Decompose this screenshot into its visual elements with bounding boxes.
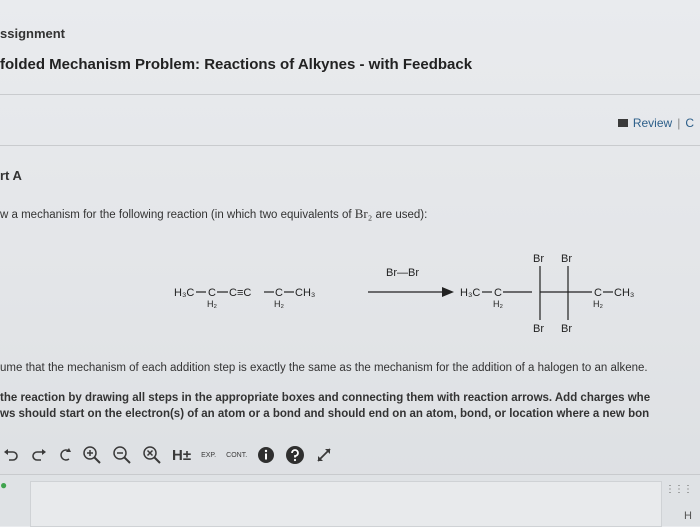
product-left-group: H₃C (460, 287, 481, 299)
drawing-canvas-inner[interactable] (30, 481, 662, 527)
product-structure (460, 253, 634, 335)
reactant-c2-sub: H₂ (274, 299, 284, 309)
assumption-text: ume that the mechanism of each addition step is exactly the same as the mechanism for the addition of a halogen to an alkene. (0, 362, 648, 374)
reactant-triple-bond: C≡C (229, 287, 252, 299)
reactant-c1: C (208, 287, 216, 299)
contract-icon[interactable] (226, 443, 247, 467)
instruction-line-2: ws should start on the electron(s) of an atom or a bond and should end on an atom, bond, or location where a new bon (0, 408, 650, 420)
reactant-structure (174, 287, 315, 309)
part-label[interactable]: rt A (0, 168, 22, 183)
canvas-side-label[interactable]: H (684, 510, 692, 522)
prompt-text: w a mechanism for the following reaction (in which two equivalents of (0, 209, 355, 221)
product-right-group: CH₃ (614, 287, 635, 299)
prompt-text-end: are used): (372, 209, 428, 221)
product-br-bottom-1: Br (533, 323, 544, 335)
info-icon[interactable] (257, 443, 275, 467)
review-separator: | (677, 116, 681, 130)
section-divider (0, 145, 700, 146)
zoom-in-icon[interactable] (82, 443, 102, 467)
reactant-left-group: H₃C (174, 287, 195, 299)
help-icon[interactable] (285, 443, 305, 467)
fullscreen-icon[interactable] (315, 443, 333, 467)
redo-alt-icon[interactable] (58, 443, 72, 467)
header-divider (0, 94, 700, 95)
product-c2: C (594, 287, 602, 299)
reagent-formula: Br₂ (354, 206, 373, 221)
contract-label: CONT. (226, 451, 248, 459)
product-c1-sub: H₂ (493, 299, 503, 309)
reactant-c2: C (275, 287, 283, 299)
drawing-canvas[interactable] (0, 474, 700, 526)
reactant-c1-sub: H₂ (207, 299, 217, 309)
zoom-out-icon[interactable] (112, 443, 132, 467)
product-br-top-2: Br (561, 253, 572, 265)
reactant-right-group: CH₃ (295, 287, 316, 299)
instruction-line-1: the reaction by drawing all steps in the appropriate boxes and connecting them with reaction arrows. Add charges whe (0, 392, 651, 404)
reaction-arrow (368, 267, 454, 297)
reaction-scheme (160, 248, 680, 338)
expand-icon[interactable] (201, 443, 216, 467)
page-title: folded Mechanism Problem: Reactions of Alkynes - with Feedback (0, 56, 473, 73)
canvas-left-marker-icon: ● (0, 478, 8, 492)
undo-icon[interactable] (2, 443, 20, 467)
hydrogen-toggle-label: H± (172, 446, 192, 464)
review-link[interactable] (618, 116, 694, 130)
question-prompt (0, 206, 427, 222)
redo-icon[interactable] (30, 443, 48, 467)
review-next-label[interactable]: C (685, 116, 694, 130)
product-br-top-1: Br (533, 253, 544, 265)
expand-label: EXP. (201, 451, 217, 459)
product-c2-sub: H₂ (593, 299, 603, 309)
breadcrumb[interactable]: ssignment (0, 26, 66, 41)
arrow-reagent: Br—Br (386, 267, 419, 279)
review-icon (618, 119, 628, 127)
review-label: Review (632, 116, 673, 130)
hydrogen-toggle[interactable] (172, 443, 191, 467)
drawing-toolbar (0, 440, 333, 470)
reset-zoom-icon[interactable] (142, 443, 162, 467)
product-c1: C (494, 287, 502, 299)
product-br-bottom-2: Br (561, 323, 572, 335)
grid-dots-icon[interactable]: ⋮⋮⋮ (665, 484, 692, 495)
